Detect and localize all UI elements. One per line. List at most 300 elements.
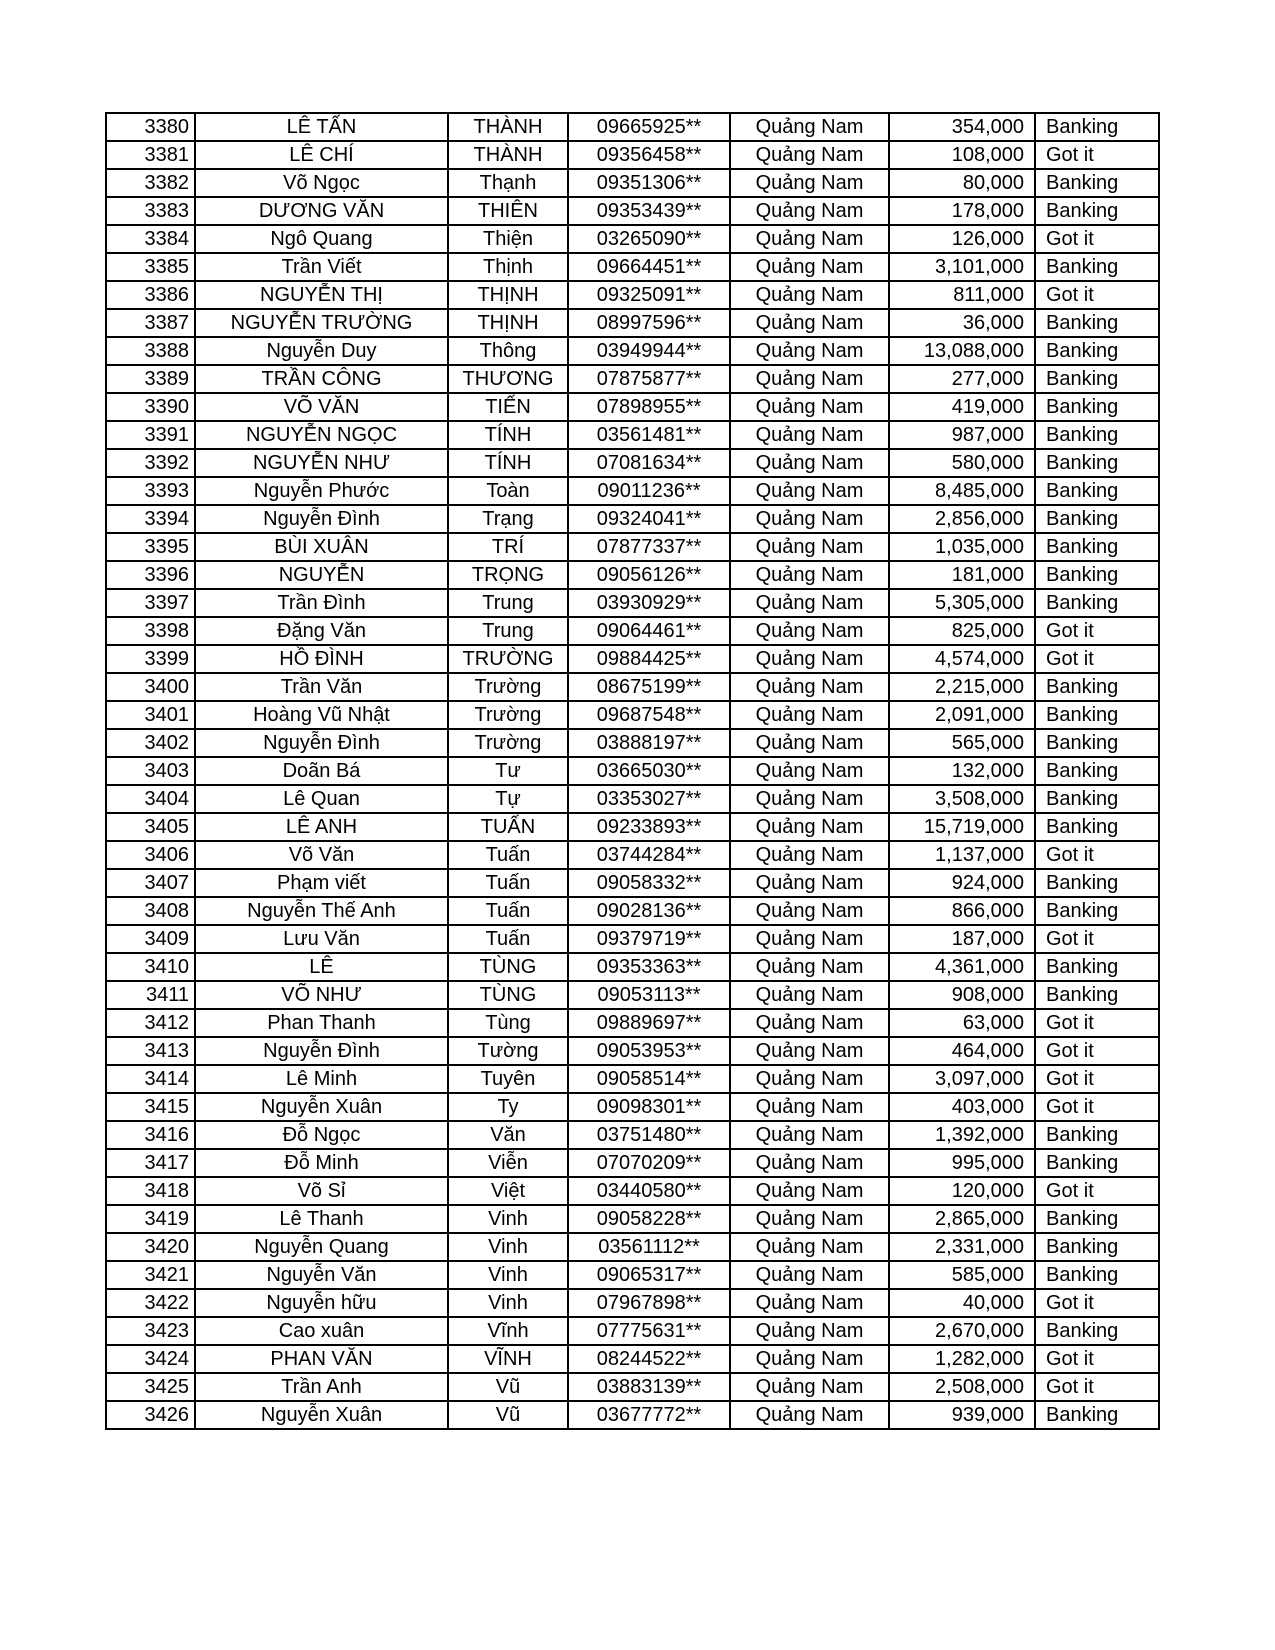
table-row [106, 645, 1159, 673]
cell-phone: 09325091** [568, 281, 730, 309]
cell-phone: 09053113** [568, 981, 730, 1009]
cell-phone: 09687548** [568, 701, 730, 729]
table-row [106, 281, 1159, 309]
cell-phone: 07898955** [568, 393, 730, 421]
cell-surname: Nguyễn Văn [195, 1261, 448, 1289]
cell-amount: 178,000 [889, 197, 1035, 225]
cell-payment-method: Banking [1035, 981, 1159, 1009]
table-row [106, 813, 1159, 841]
cell-phone: 09664451** [568, 253, 730, 281]
cell-given-name: Tuyên [448, 1065, 568, 1093]
cell-payment-method: Got it [1035, 1177, 1159, 1205]
cell-no: 3415 [106, 1093, 195, 1121]
cell-payment-method: Banking [1035, 561, 1159, 589]
cell-phone: 09884425** [568, 645, 730, 673]
cell-surname: Phạm viết [195, 869, 448, 897]
cell-phone: 09058514** [568, 1065, 730, 1093]
cell-surname: Nguyễn Duy [195, 337, 448, 365]
cell-amount: 924,000 [889, 869, 1035, 897]
cell-no: 3389 [106, 365, 195, 393]
cell-given-name: TÍNH [448, 421, 568, 449]
cell-surname: NGUYỄN NHƯ [195, 449, 448, 477]
cell-amount: 277,000 [889, 365, 1035, 393]
cell-phone: 09356458** [568, 141, 730, 169]
table-row [106, 1093, 1159, 1121]
cell-surname: Nguyễn Đình [195, 1037, 448, 1065]
cell-no: 3390 [106, 393, 195, 421]
cell-phone: 08997596** [568, 309, 730, 337]
table-row [106, 1037, 1159, 1065]
cell-phone: 09064461** [568, 617, 730, 645]
cell-province: Quảng Nam [730, 757, 889, 785]
cell-province: Quảng Nam [730, 1317, 889, 1345]
table-row [106, 701, 1159, 729]
table-row [106, 897, 1159, 925]
table-row [106, 1317, 1159, 1345]
cell-payment-method: Got it [1035, 645, 1159, 673]
cell-given-name: Vinh [448, 1289, 568, 1317]
cell-given-name: Thạnh [448, 169, 568, 197]
cell-amount: 939,000 [889, 1401, 1035, 1429]
cell-phone: 03751480** [568, 1121, 730, 1149]
cell-surname: Đỗ Minh [195, 1149, 448, 1177]
cell-no: 3387 [106, 309, 195, 337]
cell-payment-method: Got it [1035, 1009, 1159, 1037]
cell-given-name: TRÍ [448, 533, 568, 561]
cell-payment-method: Banking [1035, 729, 1159, 757]
cell-surname: Võ Ngọc [195, 169, 448, 197]
cell-payment-method: Banking [1035, 113, 1159, 141]
cell-amount: 3,101,000 [889, 253, 1035, 281]
cell-surname: Phan Thanh [195, 1009, 448, 1037]
cell-province: Quảng Nam [730, 253, 889, 281]
cell-province: Quảng Nam [730, 141, 889, 169]
cell-no: 3409 [106, 925, 195, 953]
cell-given-name: Thịnh [448, 253, 568, 281]
cell-given-name: Tuấn [448, 841, 568, 869]
cell-phone: 09098301** [568, 1093, 730, 1121]
table-row [106, 533, 1159, 561]
cell-payment-method: Banking [1035, 309, 1159, 337]
cell-no: 3384 [106, 225, 195, 253]
cell-given-name: THỊNH [448, 281, 568, 309]
cell-amount: 63,000 [889, 1009, 1035, 1037]
cell-province: Quảng Nam [730, 673, 889, 701]
cell-surname: HỒ ĐÌNH [195, 645, 448, 673]
cell-amount: 825,000 [889, 617, 1035, 645]
cell-given-name: TRỌNG [448, 561, 568, 589]
table-row [106, 169, 1159, 197]
cell-surname: Trần Văn [195, 673, 448, 701]
cell-province: Quảng Nam [730, 1373, 889, 1401]
cell-province: Quảng Nam [730, 113, 889, 141]
cell-phone: 07877337** [568, 533, 730, 561]
cell-amount: 181,000 [889, 561, 1035, 589]
cell-no: 3395 [106, 533, 195, 561]
cell-province: Quảng Nam [730, 981, 889, 1009]
cell-given-name: THỊNH [448, 309, 568, 337]
table-row [106, 309, 1159, 337]
cell-surname: Hoàng Vũ Nhật [195, 701, 448, 729]
cell-payment-method: Banking [1035, 869, 1159, 897]
cell-surname: Nguyễn Phước [195, 477, 448, 505]
cell-payment-method: Got it [1035, 141, 1159, 169]
cell-province: Quảng Nam [730, 813, 889, 841]
cell-phone: 03677772** [568, 1401, 730, 1429]
cell-amount: 811,000 [889, 281, 1035, 309]
cell-amount: 1,282,000 [889, 1345, 1035, 1373]
cell-surname: NGUYỄN TRƯỜNG [195, 309, 448, 337]
cell-amount: 995,000 [889, 1149, 1035, 1177]
cell-payment-method: Banking [1035, 169, 1159, 197]
table-row [106, 1233, 1159, 1261]
cell-payment-method: Got it [1035, 1345, 1159, 1373]
cell-amount: 3,097,000 [889, 1065, 1035, 1093]
cell-province: Quảng Nam [730, 953, 889, 981]
cell-given-name: Tùng [448, 1009, 568, 1037]
cell-no: 3400 [106, 673, 195, 701]
cell-payment-method: Banking [1035, 533, 1159, 561]
cell-given-name: Vĩnh [448, 1317, 568, 1345]
cell-no: 3408 [106, 897, 195, 925]
cell-payment-method: Banking [1035, 1317, 1159, 1345]
cell-phone: 07875877** [568, 365, 730, 393]
cell-phone: 09058332** [568, 869, 730, 897]
cell-amount: 464,000 [889, 1037, 1035, 1065]
cell-payment-method: Got it [1035, 1093, 1159, 1121]
cell-province: Quảng Nam [730, 1177, 889, 1205]
cell-payment-method: Banking [1035, 813, 1159, 841]
cell-no: 3420 [106, 1233, 195, 1261]
cell-province: Quảng Nam [730, 1401, 889, 1429]
cell-amount: 580,000 [889, 449, 1035, 477]
cell-payment-method: Banking [1035, 1233, 1159, 1261]
cell-no: 3414 [106, 1065, 195, 1093]
cell-no: 3418 [106, 1177, 195, 1205]
cell-given-name: VĨNH [448, 1345, 568, 1373]
cell-phone: 08675199** [568, 673, 730, 701]
cell-province: Quảng Nam [730, 1065, 889, 1093]
cell-no: 3393 [106, 477, 195, 505]
cell-surname: VÕ VĂN [195, 393, 448, 421]
cell-amount: 565,000 [889, 729, 1035, 757]
cell-given-name: Vũ [448, 1401, 568, 1429]
cell-surname: Nguyễn Xuân [195, 1401, 448, 1429]
cell-phone: 09353439** [568, 197, 730, 225]
cell-given-name: THÀNH [448, 113, 568, 141]
cell-surname: BÙI XUÂN [195, 533, 448, 561]
cell-province: Quảng Nam [730, 729, 889, 757]
cell-amount: 2,091,000 [889, 701, 1035, 729]
cell-no: 3396 [106, 561, 195, 589]
cell-province: Quảng Nam [730, 281, 889, 309]
cell-no: 3392 [106, 449, 195, 477]
cell-payment-method: Banking [1035, 253, 1159, 281]
table-row [106, 1177, 1159, 1205]
cell-surname: Đỗ Ngọc [195, 1121, 448, 1149]
cell-given-name: Ty [448, 1093, 568, 1121]
cell-payment-method: Got it [1035, 1373, 1159, 1401]
cell-given-name: Tư [448, 757, 568, 785]
table-row [106, 757, 1159, 785]
cell-no: 3417 [106, 1149, 195, 1177]
cell-amount: 908,000 [889, 981, 1035, 1009]
cell-given-name: Vũ [448, 1373, 568, 1401]
cell-province: Quảng Nam [730, 925, 889, 953]
cell-no: 3416 [106, 1121, 195, 1149]
cell-phone: 09324041** [568, 505, 730, 533]
cell-surname: DƯƠNG VĂN [195, 197, 448, 225]
cell-amount: 126,000 [889, 225, 1035, 253]
table-row [106, 477, 1159, 505]
cell-surname: VÕ NHƯ [195, 981, 448, 1009]
cell-given-name: THÀNH [448, 141, 568, 169]
table-row [106, 981, 1159, 1009]
cell-given-name: TRƯỜNG [448, 645, 568, 673]
cell-payment-method: Got it [1035, 281, 1159, 309]
cell-surname: Nguyễn Đình [195, 505, 448, 533]
cell-no: 3413 [106, 1037, 195, 1065]
table-row [106, 421, 1159, 449]
cell-given-name: Trường [448, 701, 568, 729]
cell-payment-method: Got it [1035, 1065, 1159, 1093]
cell-amount: 80,000 [889, 169, 1035, 197]
cell-province: Quảng Nam [730, 1205, 889, 1233]
cell-province: Quảng Nam [730, 449, 889, 477]
cell-amount: 120,000 [889, 1177, 1035, 1205]
cell-surname: Trần Anh [195, 1373, 448, 1401]
cell-surname: Lưu Văn [195, 925, 448, 953]
cell-province: Quảng Nam [730, 589, 889, 617]
cell-phone: 09665925** [568, 113, 730, 141]
cell-payment-method: Banking [1035, 1205, 1159, 1233]
cell-surname: Lê Thanh [195, 1205, 448, 1233]
cell-given-name: TÍNH [448, 449, 568, 477]
cell-payment-method: Got it [1035, 617, 1159, 645]
cell-province: Quảng Nam [730, 337, 889, 365]
cell-payment-method: Banking [1035, 785, 1159, 813]
table-row [106, 1149, 1159, 1177]
cell-given-name: Vinh [448, 1205, 568, 1233]
cell-payment-method: Banking [1035, 1261, 1159, 1289]
cell-phone: 07081634** [568, 449, 730, 477]
cell-payment-method: Got it [1035, 1037, 1159, 1065]
cell-phone: 07775631** [568, 1317, 730, 1345]
cell-no: 3424 [106, 1345, 195, 1373]
cell-amount: 13,088,000 [889, 337, 1035, 365]
cell-province: Quảng Nam [730, 533, 889, 561]
table-row [106, 1401, 1159, 1429]
cell-amount: 403,000 [889, 1093, 1035, 1121]
cell-given-name: THƯƠNG [448, 365, 568, 393]
cell-given-name: Tự [448, 785, 568, 813]
cell-phone: 09351306** [568, 169, 730, 197]
cell-payment-method: Banking [1035, 1149, 1159, 1177]
cell-given-name: Văn [448, 1121, 568, 1149]
cell-payment-method: Banking [1035, 1401, 1159, 1429]
cell-province: Quảng Nam [730, 1093, 889, 1121]
cell-amount: 585,000 [889, 1261, 1035, 1289]
cell-surname: Võ Văn [195, 841, 448, 869]
cell-phone: 09056126** [568, 561, 730, 589]
cell-given-name: THIÊN [448, 197, 568, 225]
cell-surname: LÊ [195, 953, 448, 981]
cell-province: Quảng Nam [730, 1121, 889, 1149]
cell-given-name: Toàn [448, 477, 568, 505]
table-row [106, 1205, 1159, 1233]
cell-amount: 1,137,000 [889, 841, 1035, 869]
cell-no: 3381 [106, 141, 195, 169]
table-row [106, 1121, 1159, 1149]
cell-province: Quảng Nam [730, 169, 889, 197]
cell-phone: 07070209** [568, 1149, 730, 1177]
cell-payment-method: Banking [1035, 449, 1159, 477]
cell-payment-method: Banking [1035, 1121, 1159, 1149]
cell-amount: 1,392,000 [889, 1121, 1035, 1149]
table-row [106, 365, 1159, 393]
cell-payment-method: Got it [1035, 1289, 1159, 1317]
cell-payment-method: Got it [1035, 225, 1159, 253]
cell-amount: 2,670,000 [889, 1317, 1035, 1345]
cell-given-name: Việt [448, 1177, 568, 1205]
cell-surname: Cao xuân [195, 1317, 448, 1345]
cell-given-name: Viễn [448, 1149, 568, 1177]
cell-no: 3423 [106, 1317, 195, 1345]
cell-no: 3412 [106, 1009, 195, 1037]
cell-amount: 4,574,000 [889, 645, 1035, 673]
cell-surname: Nguyễn hữu [195, 1289, 448, 1317]
table-row [106, 729, 1159, 757]
cell-phone: 03561481** [568, 421, 730, 449]
table-row [106, 449, 1159, 477]
cell-payment-method: Banking [1035, 897, 1159, 925]
cell-phone: 09065317** [568, 1261, 730, 1289]
cell-amount: 354,000 [889, 113, 1035, 141]
cell-given-name: Thông [448, 337, 568, 365]
cell-payment-method: Banking [1035, 365, 1159, 393]
cell-amount: 987,000 [889, 421, 1035, 449]
cell-given-name: Trung [448, 589, 568, 617]
cell-province: Quảng Nam [730, 785, 889, 813]
cell-phone: 03949944** [568, 337, 730, 365]
cell-surname: PHAN VĂN [195, 1345, 448, 1373]
cell-payment-method: Banking [1035, 477, 1159, 505]
cell-surname: LÊ TẤN [195, 113, 448, 141]
cell-phone: 09353363** [568, 953, 730, 981]
cell-province: Quảng Nam [730, 701, 889, 729]
table-row [106, 1009, 1159, 1037]
cell-amount: 1,035,000 [889, 533, 1035, 561]
cell-no: 3405 [106, 813, 195, 841]
cell-surname: Trần Đình [195, 589, 448, 617]
cell-province: Quảng Nam [730, 421, 889, 449]
cell-given-name: TIẾN [448, 393, 568, 421]
cell-province: Quảng Nam [730, 561, 889, 589]
cell-surname: NGUYỄN [195, 561, 448, 589]
table-row [106, 1261, 1159, 1289]
cell-no: 3383 [106, 197, 195, 225]
cell-province: Quảng Nam [730, 617, 889, 645]
cell-surname: Nguyễn Đình [195, 729, 448, 757]
cell-province: Quảng Nam [730, 1149, 889, 1177]
cell-amount: 5,305,000 [889, 589, 1035, 617]
cell-given-name: Tường [448, 1037, 568, 1065]
cell-province: Quảng Nam [730, 897, 889, 925]
cell-given-name: Trường [448, 729, 568, 757]
cell-province: Quảng Nam [730, 505, 889, 533]
cell-province: Quảng Nam [730, 1009, 889, 1037]
cell-payment-method: Banking [1035, 701, 1159, 729]
table-row [106, 197, 1159, 225]
cell-payment-method: Banking [1035, 197, 1159, 225]
cell-phone: 09233893** [568, 813, 730, 841]
cell-payment-method: Got it [1035, 925, 1159, 953]
table-row [106, 393, 1159, 421]
cell-phone: 03888197** [568, 729, 730, 757]
cell-province: Quảng Nam [730, 1289, 889, 1317]
cell-phone: 03930929** [568, 589, 730, 617]
cell-payment-method: Banking [1035, 673, 1159, 701]
cell-no: 3380 [106, 113, 195, 141]
cell-payment-method: Banking [1035, 337, 1159, 365]
cell-no: 3403 [106, 757, 195, 785]
table-row [106, 1373, 1159, 1401]
cell-surname: Nguyễn Quang [195, 1233, 448, 1261]
cell-amount: 2,856,000 [889, 505, 1035, 533]
cell-phone: 03561112** [568, 1233, 730, 1261]
cell-province: Quảng Nam [730, 869, 889, 897]
cell-given-name: Trung [448, 617, 568, 645]
cell-no: 3397 [106, 589, 195, 617]
cell-amount: 2,215,000 [889, 673, 1035, 701]
cell-given-name: TÙNG [448, 953, 568, 981]
cell-payment-method: Banking [1035, 757, 1159, 785]
cell-no: 3426 [106, 1401, 195, 1429]
cell-phone: 07967898** [568, 1289, 730, 1317]
cell-given-name: TUẤN [448, 813, 568, 841]
cell-no: 3421 [106, 1261, 195, 1289]
cell-surname: Nguyễn Thế Anh [195, 897, 448, 925]
cell-amount: 108,000 [889, 141, 1035, 169]
cell-phone: 09058228** [568, 1205, 730, 1233]
cell-surname: Võ Sỉ [195, 1177, 448, 1205]
cell-amount: 15,719,000 [889, 813, 1035, 841]
table-row [106, 785, 1159, 813]
cell-phone: 03440580** [568, 1177, 730, 1205]
cell-surname: Doãn Bá [195, 757, 448, 785]
table-row [106, 505, 1159, 533]
cell-no: 3391 [106, 421, 195, 449]
cell-given-name: Thiện [448, 225, 568, 253]
cell-surname: LÊ CHÍ [195, 141, 448, 169]
table-row [106, 253, 1159, 281]
cell-given-name: Trường [448, 673, 568, 701]
cell-payment-method: Banking [1035, 393, 1159, 421]
cell-phone: 08244522** [568, 1345, 730, 1373]
cell-amount: 132,000 [889, 757, 1035, 785]
cell-province: Quảng Nam [730, 1345, 889, 1373]
cell-no: 3406 [106, 841, 195, 869]
cell-surname: Đặng Văn [195, 617, 448, 645]
cell-amount: 2,331,000 [889, 1233, 1035, 1261]
table-row [106, 1289, 1159, 1317]
cell-no: 3386 [106, 281, 195, 309]
cell-province: Quảng Nam [730, 1233, 889, 1261]
table-row [106, 925, 1159, 953]
cell-no: 3422 [106, 1289, 195, 1317]
cell-surname: Lê Minh [195, 1065, 448, 1093]
table-row [106, 561, 1159, 589]
